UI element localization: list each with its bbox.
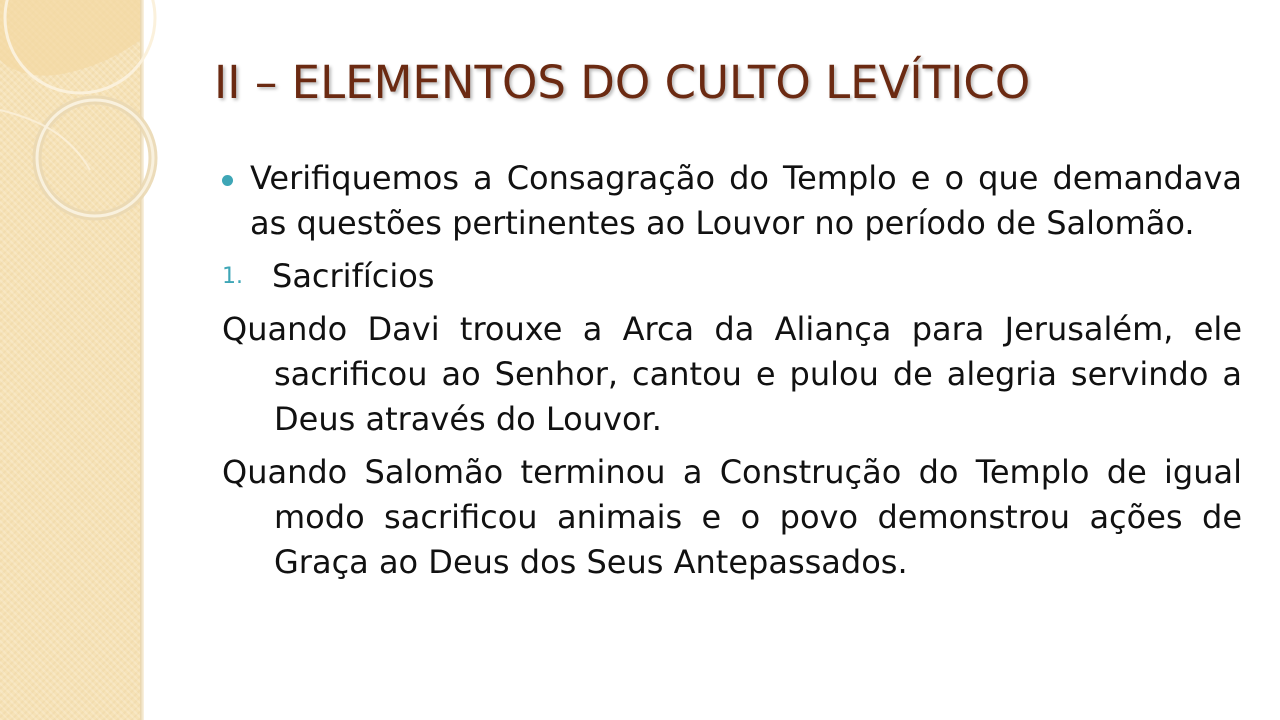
number-marker: 1. [222,264,243,289]
ring-swirl-icon [0,0,200,260]
numbered-item [222,254,1242,299]
slide-body [222,156,1242,593]
paragraph-salomao: Quando Salomão terminou a Construção do Templo de igual modo sacrificou animais e o povo demonstrou ações de Graça ao Deus dos Seus Antepassados. [222,453,1242,581]
bullet-dot-icon [222,175,233,186]
bullet-paragraph [222,156,1242,246]
paragraph-davi: Quando Davi trouxe a Arca da Aliança para Jerusalém, ele sacrificou ao Senhor, cantou e pulou de alegria servindo a Deus através do Louvor. [222,310,1242,438]
numbered-item-text: Sacrifícios [272,257,435,295]
slide-title: II – ELEMENTOS DO CULTO LEVÍTICO [214,56,1031,109]
bullet-text: Verifiquemos a Consagração do Templo e o que demandava as questões pertinentes ao Louvor no período de Salomão. [250,159,1242,242]
